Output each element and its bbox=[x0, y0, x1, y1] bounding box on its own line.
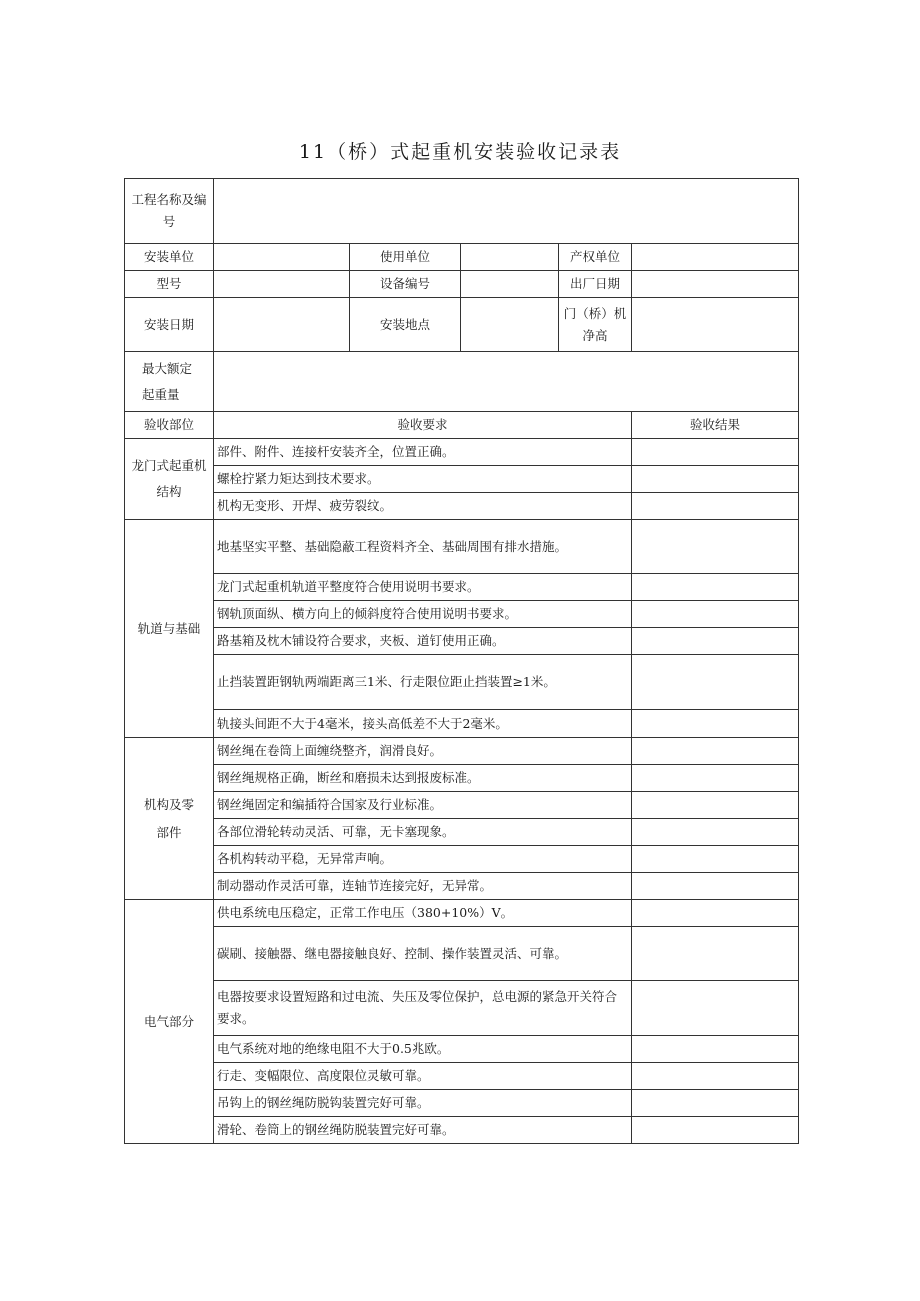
install-unit-label: 安装单位 bbox=[125, 244, 214, 271]
factory-date-label: 出厂日期 bbox=[559, 271, 632, 298]
install-unit-field[interactable] bbox=[214, 244, 350, 271]
result-field[interactable] bbox=[632, 655, 799, 710]
requirement-item: 钢丝绳在卷筒上面缠绕整齐，润滑良好。 bbox=[214, 738, 632, 765]
requirement-item: 制动器动作灵活可靠，连轴节连接完好，无异常。 bbox=[214, 873, 632, 900]
requirement-item: 龙门式起重机轨道平整度符合使用说明书要求。 bbox=[214, 574, 632, 601]
result-field[interactable] bbox=[632, 819, 799, 846]
requirement-item: 路基箱及枕木铺设符合要求，夹板、道钉使用正确。 bbox=[214, 628, 632, 655]
result-field[interactable] bbox=[632, 710, 799, 738]
requirement-item: 螺栓拧紧力矩达到技术要求。 bbox=[214, 466, 632, 493]
column-header-result: 验收结果 bbox=[632, 412, 799, 439]
result-field[interactable] bbox=[632, 927, 799, 981]
section-name-text: 机构及零部件 bbox=[143, 796, 194, 840]
requirement-item: 电气系统对地的绝缘电阻不大于0.5兆欧。 bbox=[214, 1036, 632, 1063]
section-name bbox=[125, 738, 214, 900]
result-field[interactable] bbox=[632, 1090, 799, 1117]
project-name-label: 工程名称及编号 bbox=[125, 179, 214, 244]
factory-date-field[interactable] bbox=[632, 271, 799, 298]
requirement-item: 止挡装置距钢轨两端距离三1米、行走限位距止挡装置≥1米。 bbox=[214, 655, 632, 710]
result-field[interactable] bbox=[632, 792, 799, 819]
requirement-item: 各机构转动平稳，无异常声响。 bbox=[214, 846, 632, 873]
requirement-item: 各部位滑轮转动灵活、可靠，无卡塞现象。 bbox=[214, 819, 632, 846]
result-field[interactable] bbox=[632, 765, 799, 792]
property-unit-label: 产权单位 bbox=[559, 244, 632, 271]
requirement-item: 钢丝绳规格正确，断丝和磨损未达到报废标准。 bbox=[214, 765, 632, 792]
user-unit-label: 使用单位 bbox=[350, 244, 461, 271]
requirement-item: 吊钩上的钢丝绳防脱钩装置完好可靠。 bbox=[214, 1090, 632, 1117]
result-field[interactable] bbox=[632, 574, 799, 601]
result-field[interactable] bbox=[632, 628, 799, 655]
gantry-height-label: 门（桥）机净高 bbox=[559, 298, 632, 352]
requirement-item: 部件、附件、连接杆安装齐全，位置正确。 bbox=[214, 439, 632, 466]
result-field[interactable] bbox=[632, 873, 799, 900]
requirement-item: 轨接头间距不大于4毫米，接头高低差不大于2毫米。 bbox=[214, 710, 632, 738]
requirement-item: 碳刷、接触器、继电器接触良好、控制、操作装置灵活、可靠。 bbox=[214, 927, 632, 981]
install-date-field[interactable] bbox=[214, 298, 350, 352]
result-field[interactable] bbox=[632, 1117, 799, 1144]
requirement-item: 地基坚实平整、基础隐蔽工程资料齐全、基础周围有排水措施。 bbox=[214, 520, 632, 574]
install-location-label: 安装地点 bbox=[350, 298, 461, 352]
result-field[interactable] bbox=[632, 900, 799, 927]
requirement-item: 行走、变幅限位、高度限位灵敏可靠。 bbox=[214, 1063, 632, 1090]
result-field[interactable] bbox=[632, 466, 799, 493]
requirement-item: 机构无变形、开焊、疲劳裂纹。 bbox=[214, 493, 632, 520]
requirement-item: 钢丝绳固定和编插符合国家及行业标准。 bbox=[214, 792, 632, 819]
page-title: 11（桥）式起重机安装验收记录表 bbox=[298, 141, 622, 163]
requirement-item: 滑轮、卷筒上的钢丝绳防脱装置完好可靠。 bbox=[214, 1117, 632, 1144]
requirement-item: 钢轨顶面纵、横方向上的倾斜度符合使用说明书要求。 bbox=[214, 601, 632, 628]
result-field[interactable] bbox=[632, 493, 799, 520]
section-name: 电气部分 bbox=[125, 900, 214, 1144]
model-field[interactable] bbox=[214, 271, 350, 298]
install-location-field[interactable] bbox=[461, 298, 559, 352]
result-field[interactable] bbox=[632, 846, 799, 873]
property-unit-field[interactable] bbox=[632, 244, 799, 271]
result-field[interactable] bbox=[632, 601, 799, 628]
column-header-requirement: 验收要求 bbox=[214, 412, 632, 439]
requirement-item: 供电系统电压稳定，正常工作电压（380+10%）V。 bbox=[214, 900, 632, 927]
result-field[interactable] bbox=[632, 439, 799, 466]
max-load-label bbox=[125, 352, 214, 412]
max-load-label-text: 最大额定起重量 bbox=[142, 360, 193, 402]
equipment-no-field[interactable] bbox=[461, 271, 559, 298]
equipment-no-label: 设备编号 bbox=[350, 271, 461, 298]
requirement-item: 电器按要求设置短路和过电流、失压及零位保护，总电源的紧急开关符合要求。 bbox=[214, 981, 632, 1036]
section-name: 轨道与基础 bbox=[125, 520, 214, 738]
result-field[interactable] bbox=[632, 520, 799, 574]
max-load-field[interactable] bbox=[214, 352, 799, 412]
user-unit-field[interactable] bbox=[461, 244, 559, 271]
result-field[interactable] bbox=[632, 1063, 799, 1090]
project-name-field[interactable] bbox=[214, 179, 799, 244]
result-field[interactable] bbox=[632, 738, 799, 765]
install-date-label: 安装日期 bbox=[125, 298, 214, 352]
section-name-text: 龙门式起重机结构 bbox=[131, 458, 207, 499]
acceptance-record-table bbox=[124, 178, 799, 1144]
model-label: 型号 bbox=[125, 271, 214, 298]
result-field[interactable] bbox=[632, 981, 799, 1036]
result-field[interactable] bbox=[632, 1036, 799, 1063]
column-header-part: 验收部位 bbox=[125, 412, 214, 439]
section-name bbox=[125, 439, 214, 520]
gantry-height-field[interactable] bbox=[632, 298, 799, 352]
